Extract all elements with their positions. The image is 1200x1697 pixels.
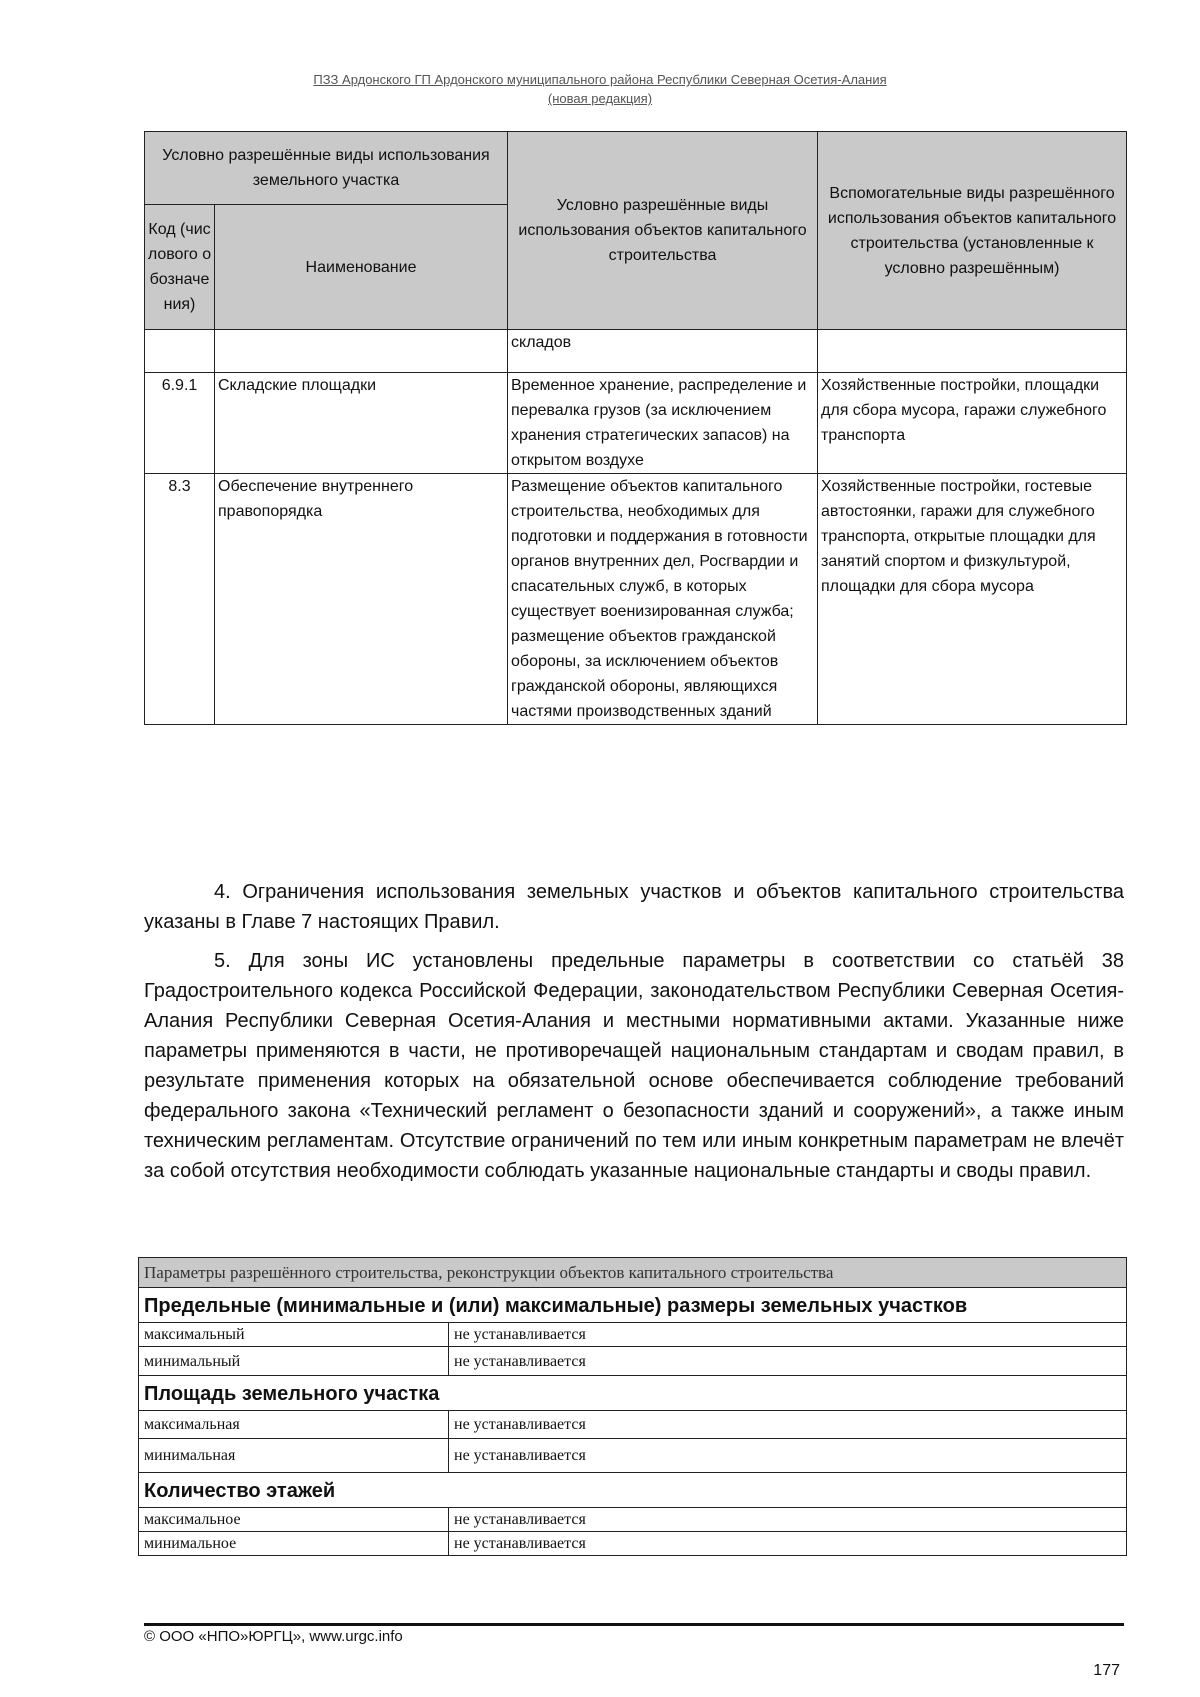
permitted-uses-table [144,131,1127,725]
row-objects: Размещение объектов капитального строительства, необходимых для подготовки и поддержания в готовности органов внутренних дел, Росгвардии и спасательных служб, в которых существует военизированная служба; размещение объектов гражданской обороны, за исключением объектов гражданской обороны, являющихся частями производственных зданий [508,474,818,725]
param-label: максимальный [139,1323,449,1347]
row-objects: складов [508,330,818,373]
param-label: минимальная [139,1439,449,1473]
param-value: не устанавливается [449,1439,1127,1473]
table-row [139,1323,1127,1347]
param-label: минимальный [139,1347,449,1376]
header-auxiliary-uses: Вспомогательные виды разрешённого использования объектов капитального строительства (установленные к условно разрешённым) [818,132,1127,330]
header-line-2: (новая редакция) [547,91,653,106]
param-label: максимальная [139,1411,449,1439]
paragraph-5-text: 5. Для зоны ИС установлены предельные параметры в соответствии со статьёй 38 Градостроительного кодекса Российской Федерации, законодательством Республики Северная Осетия-Алания Республики Северная Осетия-Алания и местными нормативными актами. Указанные ниже параметры применяются в части, не противоречащей национальным стандартам и сводам правил, в результате применения которых на обязательной основе обеспечивается соблюдение требований федерального закона «Технический регламент о безопасности зданий и сооружений», а также иным техническим регламентам. Отсутствие ограничений по тем или иным конкретным параметрам не влечёт за собой отсутствия необходимости соблюдать указанные национальные стандарты и своды правил. [144,950,1124,1182]
param-value: не устанавливается [449,1411,1127,1439]
header-name: Наименование [215,205,508,330]
header-line-1: ПЗЗ Ардонского ГП Ардонского муниципального района Республики Северная Осетия-Алания [313,72,887,87]
page-number: 177 [1093,1662,1120,1679]
param-label: минимальное [139,1532,449,1556]
section-title: Площадь земельного участка [139,1376,1127,1411]
param-label: максимальное [139,1508,449,1532]
row-name: Обеспечение внутреннего правопорядка [215,474,508,725]
paragraph-5 [144,946,1124,1186]
header-objects-uses: Условно разрешённые виды использования объектов капитального строительства [508,132,818,330]
param-value: не устанавливается [449,1532,1127,1556]
row-name: Складские площадки [215,373,508,474]
row-name [215,330,508,373]
table-row [139,1508,1127,1532]
row-objects: Временное хранение, распределение и перевалка грузов (за исключением хранения стратегических запасов) на открытом воздухе [508,373,818,474]
parameters-header: Параметры разрешённого строительства, реконструкции объектов капитального строительства [139,1258,1127,1288]
running-header [0,70,1200,108]
param-value: не устанавливается [449,1508,1127,1532]
header-code: Код (числового обозначения) [145,205,215,330]
row-code [145,330,215,373]
table-row [139,1439,1127,1473]
table-row [139,1532,1127,1556]
table-row [139,1411,1127,1439]
section-title: Количество этажей [139,1473,1127,1508]
row-aux: Хозяйственные постройки, гостевые автостоянки, гаражи для служебного транспорта, открытые площадки для занятий спортом и физкультурой, площадки для сбора мусора [818,474,1127,725]
paragraph-4 [144,877,1124,937]
row-aux: Хозяйственные постройки, площадки для сбора мусора, гаражи служебного транспорта [818,373,1127,474]
param-value: не устанавливается [449,1323,1127,1347]
header-land-uses-group: Условно разрешённые виды использования земельного участка [145,132,508,205]
param-value: не устанавливается [449,1347,1127,1376]
section-title: Предельные (минимальные и (или) максимальные) размеры земельных участков [139,1288,1127,1323]
table-row [139,1347,1127,1376]
table-row [145,373,1127,474]
paragraph-4-text: 4. Ограничения использования земельных участков и объектов капитального строительства указаны в Главе 7 настоящих Правил. [144,881,1124,933]
row-code: 6.9.1 [145,373,215,474]
parameters-table [138,1257,1127,1556]
footer-divider [144,1623,1124,1626]
table-row [145,474,1127,725]
row-aux [818,330,1127,373]
row-code: 8.3 [145,474,215,725]
footer-copyright: © ООО «НПО»ЮРГЦ», www.urgc.info [144,1628,403,1645]
table-row [145,330,1127,373]
